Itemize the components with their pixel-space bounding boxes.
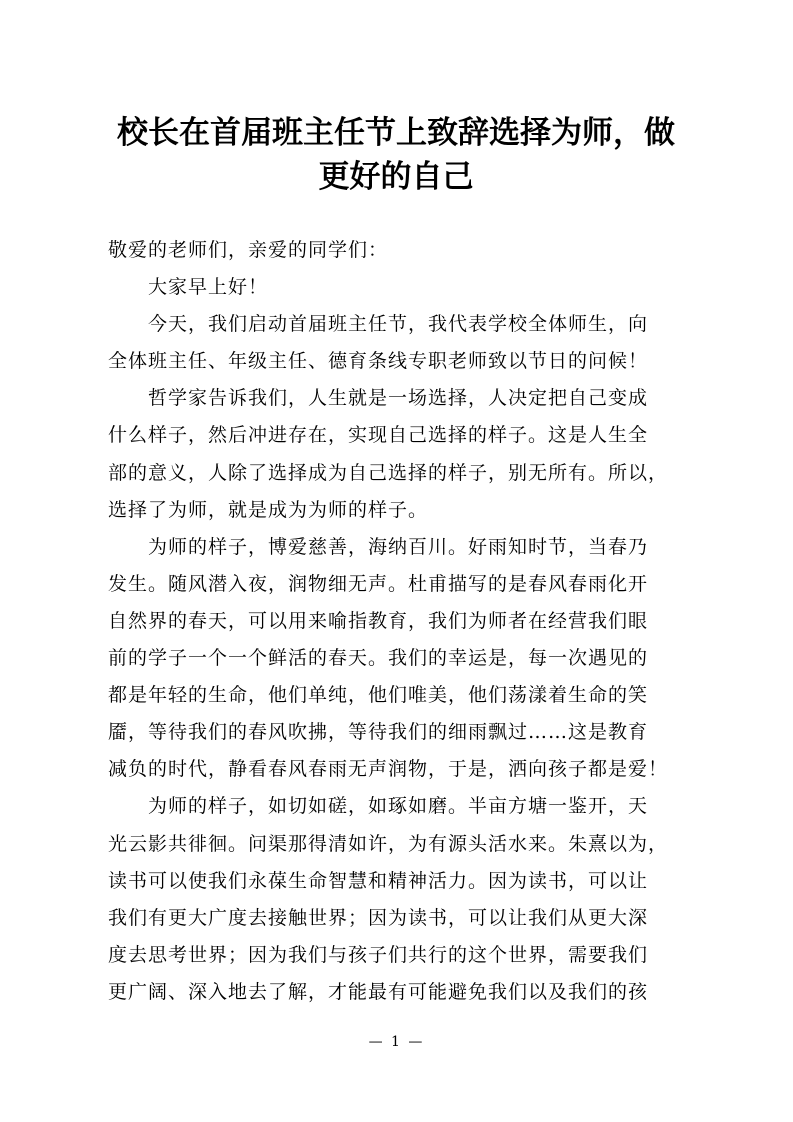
- paragraph-line: 部的意义，人除了选择成为自己选择的样子，别无所有。所以，: [108, 461, 669, 484]
- salutation-line: 敬爱的老师们，亲爱的同学们：: [108, 239, 389, 261]
- paragraph-line: 今天，我们启动首届班主任节，我代表学校全体师生，向: [148, 313, 649, 336]
- paragraph-line: 更广阔、深入地去了解，才能最有可能避免我们以及我们的孩: [108, 980, 649, 1003]
- paragraph-line: 前的学子一个一个鲜活的春天。我们的幸运是，每一次遇见的: [108, 647, 649, 670]
- paragraph-line: 自然界的春天，可以用来喻指教育，我们为师者在经营我们眼: [108, 609, 649, 632]
- paragraph-line: 发生。随风潜入夜，润物细无声。杜甫描写的是春风春雨化开: [108, 572, 649, 595]
- paragraph-line: 我们有更大广度去接触世界；因为读书，可以让我们从更大深: [108, 906, 649, 929]
- paragraph-line: 光云影共徘徊。问渠那得清如许，为有源头活水来。朱熹以为，: [108, 832, 669, 855]
- page-number: — 1 —: [368, 1034, 425, 1050]
- paragraph-line: 为师的样子，博爱慈善，海纳百川。好雨知时节，当春乃: [148, 535, 649, 558]
- paragraph-line: 读书可以使我们永葆生命智慧和精神活力。因为读书，可以让: [108, 869, 649, 892]
- greeting-line: 大家早上好！: [148, 276, 269, 299]
- paragraph-line: 靥，等待我们的春风吹拂，等待我们的细雨飘过……这是教育: [108, 721, 649, 744]
- document-title-line-2: 更好的自己: [318, 159, 474, 195]
- paragraph-line: 哲学家告诉我们，人生就是一场选择，人决定把自己变成: [148, 387, 649, 410]
- paragraph-line: 为师的样子，如切如磋，如琢如磨。半亩方塘一鉴开，天: [148, 795, 649, 818]
- paragraph-line: 减负的时代，静看春风春雨无声润物，于是，洒向孩子都是爱！: [108, 758, 669, 781]
- paragraph-line: 什么样子，然后冲进存在，实现自己选择的样子。这是人生全: [108, 424, 649, 447]
- document-body: [108, 232, 688, 1011]
- paragraph-line: 都是年轻的生命，他们单纯，他们唯美，他们荡漾着生命的笑: [108, 684, 649, 707]
- paragraph-line: 选择了为师，就是成为为师的样子。: [108, 498, 429, 521]
- document-title-line-1: 校长在首届班主任节上致辞选择为师，做: [117, 115, 675, 151]
- paragraph-line: 全体班主任、年级主任、德育条线专职老师致以节日的问候！: [108, 350, 649, 373]
- paragraph-line: 度去思考世界；因为我们与孩子们共行的这个世界，需要我们: [108, 943, 649, 966]
